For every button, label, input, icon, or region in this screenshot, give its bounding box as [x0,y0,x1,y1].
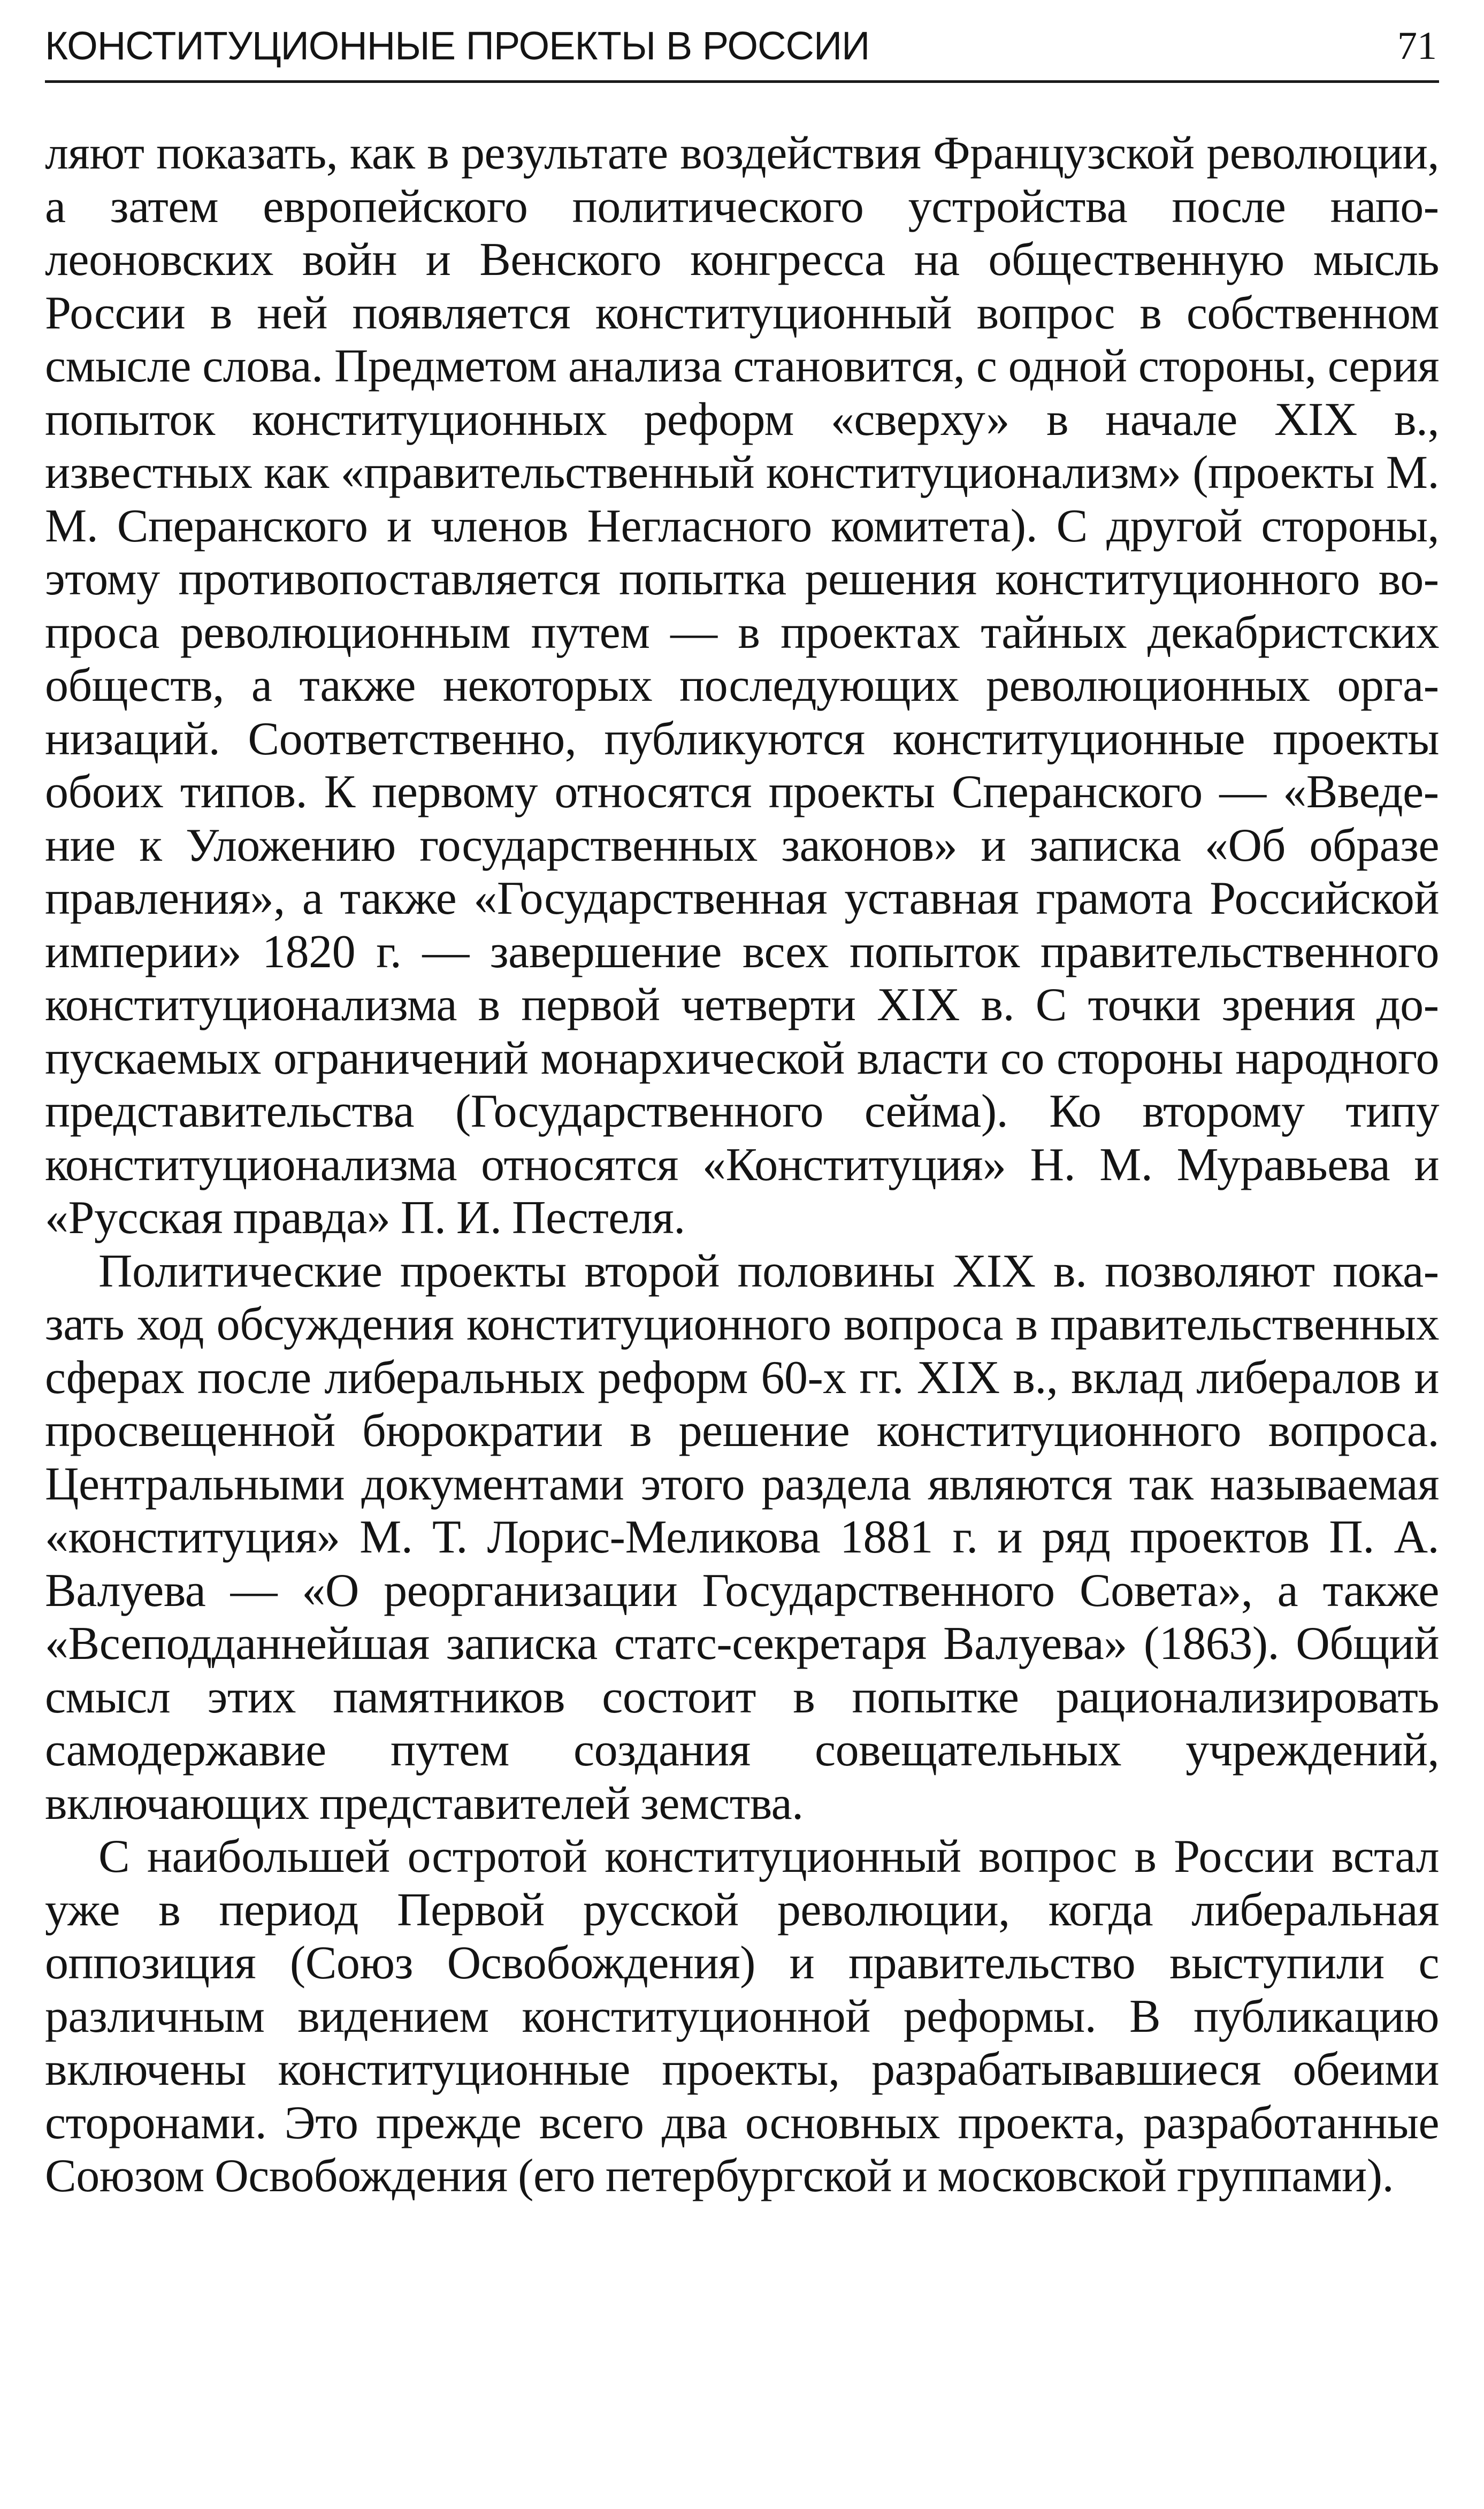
book-page [45,16,1439,2488]
paragraph-3: С наибольшей остротой конституционный вопрос в России встал уже в период Первой русской революции, когда либеральная оппозиция (Союз Освобождения) и правительство выступили с различным видением конституционной реформы. В публикацию включены конституционные проекты, разрабатывавшиеся обеими сторонами. Это прежде всего два основных проекта, разработанные Союзом Освобождения (его петербургской и московской группами). [45,1831,1439,2202]
paragraph-1: ляют показать, как в результате воздействия Французской революции, а затем европейского политического устройства после наполеоновских войн и Венского конгресса на общественную мысль России в ней появляется конституционный вопрос в собственном смысле слова. Предметом анализа становится, с одной стороны, серия попыток конституционных реформ «сверху» в начале XIX в., известных как «правительственный конституционализм» (проекты М. М. Сперанского и членов Негласного комитета). С другой стороны, этому противопоставляется попытка решения конституционного вопроса революционным путем — в проектах тайных декабристских обществ, а также некоторых последующих революционных организаций. Соответственно, публикуются конституционные проекты обоих типов. К первому относятся проекты Сперанского — «Введение к Уложению государственных законов» и записка «Об образе правления», а также «Государственная уставная грамота Российской империи» 1820 г. — завершение всех попыток правительственного конституционализма в первой четверти XIX в. С точки зрения допускаемых ограничений монархической власти со стороны народного представительства (Государственного сейма). Ко второму типу конституционализма относятся «Конституция» Н. М. Муравьева и «Русская правда» П. И. Пестеля. [45,127,1439,1244]
running-title: КОНСТИТУЦИОННЫЕ ПРОЕКТЫ В РОССИИ [45,24,870,68]
paragraph-2: Политические проекты второй половины XIX в. позволяют показать ход обсуждения конституционного вопроса в правительственных сферах после либеральных реформ 60-х гг. XIX в., вклад либералов и просвещенной бюрократии в решение конституционного вопроса. Центральными документами этого раздела являются так называемая «конституция» М. Т. Лорис-Меликова 1881 г. и ряд проектов П. А. Валуева — «О реорганизации Государственного Совета», а также «Всеподданнейшая записка статс-секретаря Валуева» (1863). Общий смысл этих памятников состоит в попытке рационализировать самодержавие путем создания совещательных учреждений, включающих представителей земства. [45,1245,1439,1830]
body-text [45,127,1439,2203]
running-head [45,16,1439,83]
page-number: 71 [1397,24,1437,68]
